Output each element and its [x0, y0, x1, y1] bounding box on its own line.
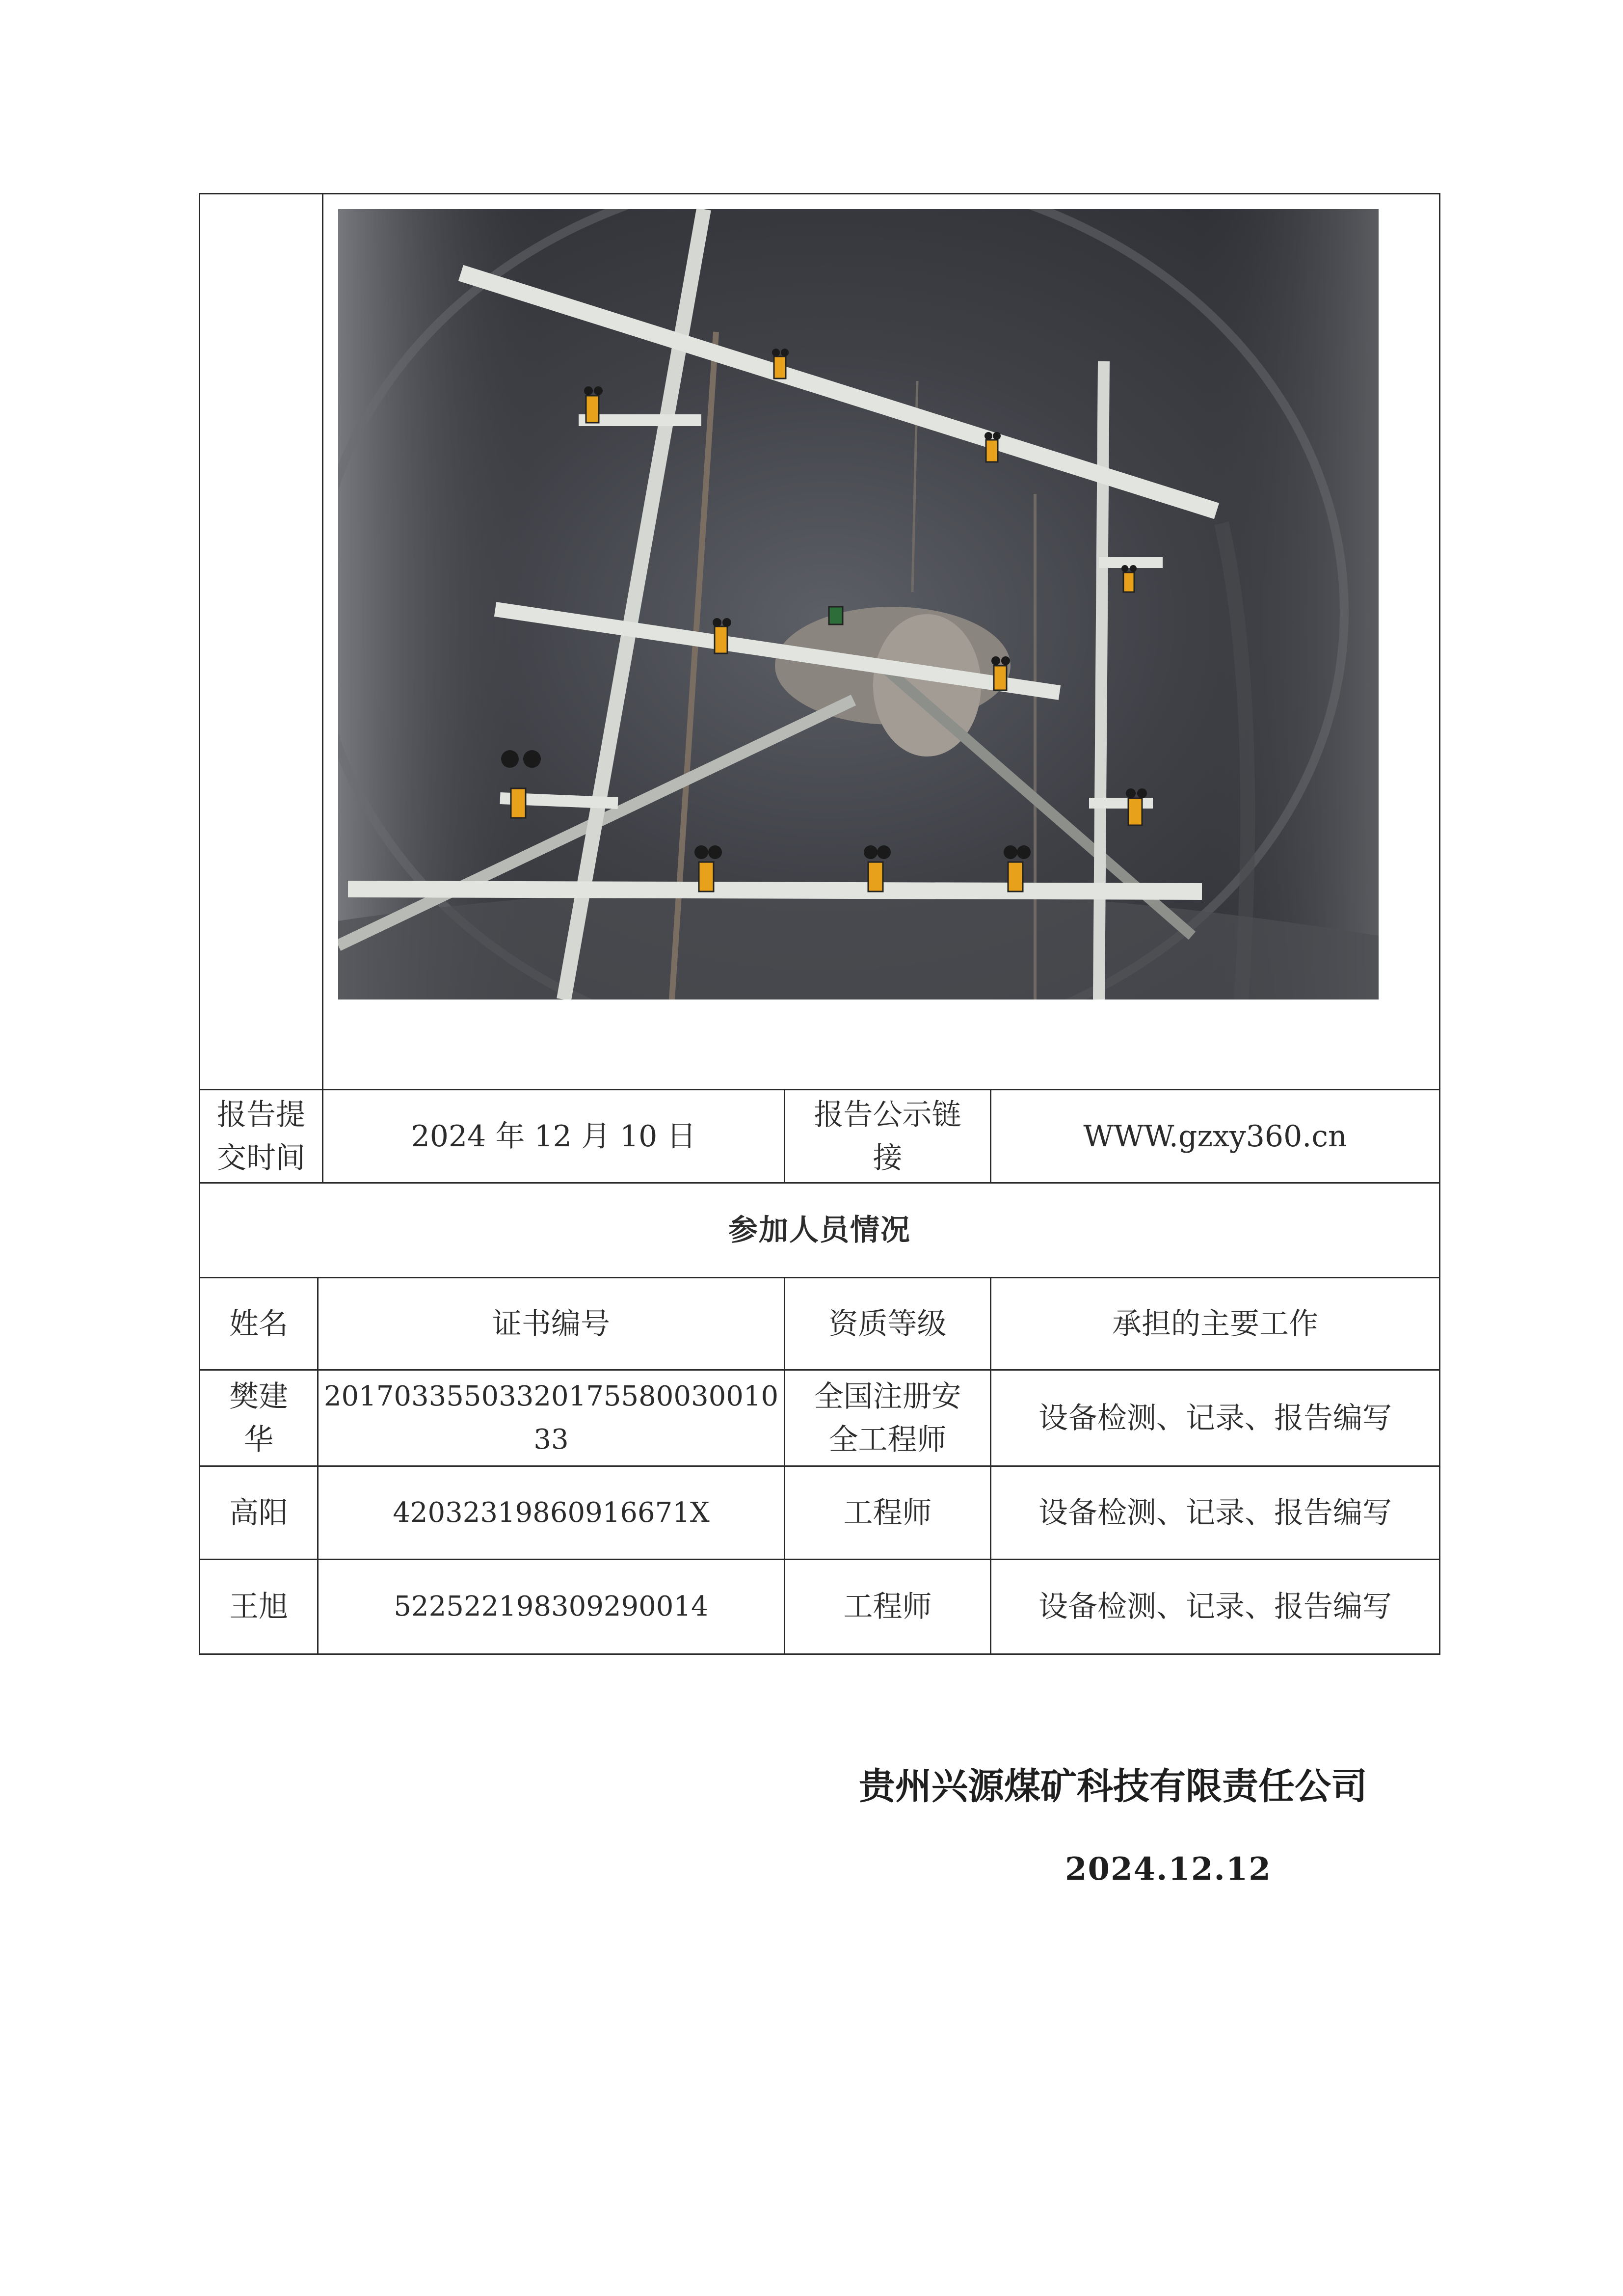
person-cert: 20170335503320175580030010 33 — [318, 1370, 785, 1466]
table-row — [200, 1370, 1440, 1466]
photo-label-cell — [200, 194, 323, 1090]
person-work: 设备检测、记录、报告编写 — [991, 1560, 1440, 1654]
photo-row — [200, 194, 1440, 1090]
submission-row — [200, 1090, 1440, 1183]
site-photo — [338, 209, 1379, 999]
table-row — [200, 1466, 1440, 1560]
personnel-header-row — [200, 1278, 1440, 1370]
personnel-title-row — [200, 1183, 1440, 1278]
shaft-photo-image — [338, 209, 1379, 999]
company-name: 贵州兴源煤矿科技有限责任公司 — [859, 1765, 1367, 1808]
submission-time-label: 报告提交时间 — [200, 1090, 323, 1183]
report-date: 2024.12.12 — [1065, 1851, 1272, 1888]
table-row — [200, 1560, 1440, 1654]
report-table — [199, 193, 1440, 1655]
person-name: 王旭 — [200, 1560, 318, 1654]
person-work: 设备检测、记录、报告编写 — [991, 1370, 1440, 1466]
submission-time-value: 2024 年 12 月 10 日 — [323, 1090, 785, 1183]
report-link-value[interactable]: WWW.gzxy360.cn — [991, 1090, 1440, 1183]
person-level: 全国注册安全工程师 — [785, 1370, 991, 1466]
person-name: 樊建华 — [200, 1370, 318, 1466]
header-work: 承担的主要工作 — [991, 1278, 1440, 1370]
person-name: 高阳 — [200, 1466, 318, 1560]
photo-cell — [323, 194, 1440, 1090]
header-cert: 证书编号 — [318, 1278, 785, 1370]
header-name: 姓名 — [200, 1278, 318, 1370]
person-work: 设备检测、记录、报告编写 — [991, 1466, 1440, 1560]
person-cert: 522522198309290014 — [318, 1560, 785, 1654]
person-level: 工程师 — [785, 1560, 991, 1654]
person-level: 工程师 — [785, 1466, 991, 1560]
person-cert: 42032319860916671X — [318, 1466, 785, 1560]
header-level: 资质等级 — [785, 1278, 991, 1370]
personnel-section-title: 参加人员情况 — [200, 1183, 1440, 1278]
report-link-label: 报告公示链接 — [785, 1090, 991, 1183]
